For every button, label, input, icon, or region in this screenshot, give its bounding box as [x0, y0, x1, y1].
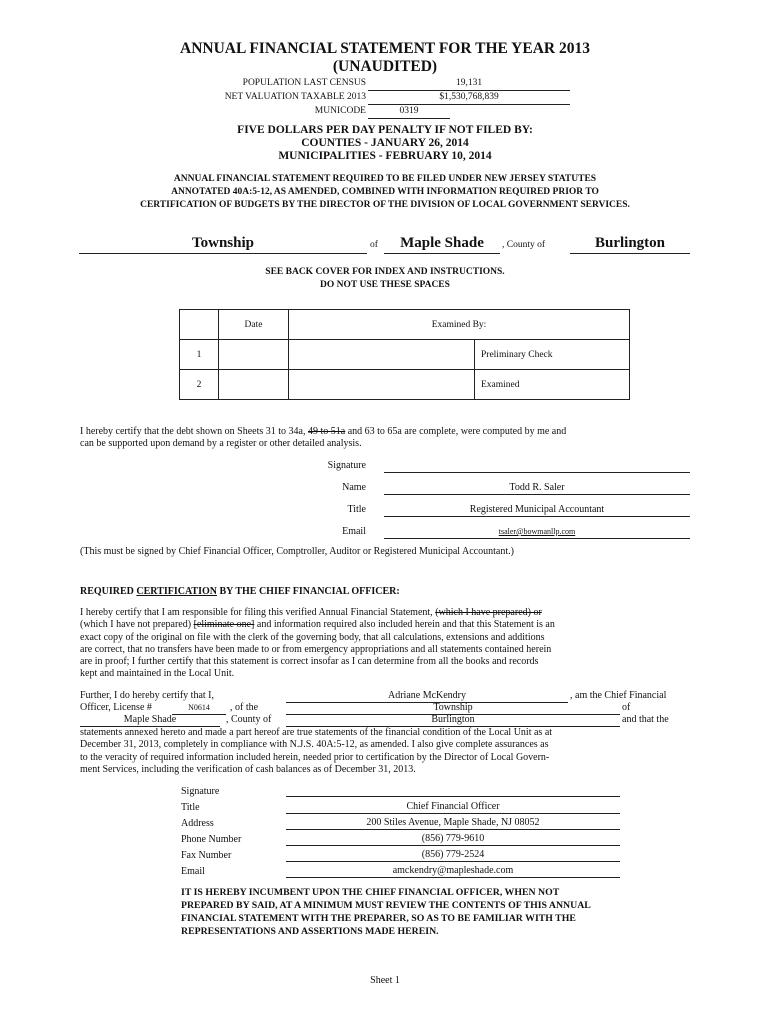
email-field[interactable]: tsaler@bowmanllp.com	[384, 527, 690, 539]
table-header-row	[180, 310, 630, 340]
signer-note: (This must be signed by Chief Financial Officer, Comptroller, Auditor or Registered Municipal Accountant.)	[80, 546, 514, 557]
am-cfo-label: , am the Chief Financial	[570, 690, 667, 701]
cfo-address-field[interactable]: 200 Stiles Avenue, Maple Shade, NJ 08052	[286, 817, 620, 830]
penalty-line-1: FIVE DOLLARS PER DAY PENALTY IF NOT FILED BY:	[237, 124, 533, 136]
of-the-label: , of the	[230, 702, 259, 713]
row-number: 2	[180, 370, 219, 400]
cfo-email-label: Email	[181, 866, 205, 877]
cfo-phone-field[interactable]: (856) 779-9610	[286, 833, 620, 846]
municode-label: MUNICODE	[314, 106, 366, 116]
cfo-signature-line[interactable]	[286, 785, 620, 797]
examiner-cell[interactable]	[289, 370, 475, 400]
back-cover-notice	[0, 266, 770, 292]
county-field[interactable]: Burlington	[286, 714, 620, 727]
signature-label: Signature	[327, 460, 366, 471]
county-label: , County of	[226, 714, 272, 725]
entity-county-label: , County of	[502, 240, 546, 250]
cfo-title-field[interactable]: Chief Financial Officer	[286, 801, 620, 814]
statute-notice	[0, 173, 770, 212]
debt-certification-text: I hereby certify that the debt shown on Sheets 31 to 34a, 49 to 51a and 63 to 65a are complete, were computed by me and can be supported upon demand by a register or other detailed analysis.	[80, 426, 567, 450]
cfo-phone-label: Phone Number	[181, 834, 242, 845]
incumbent-notice: IT IS HEREBY INCUMBENT UPON THE CHIEF FINANCIAL OFFICER, WHEN NOT PREPARED BY SAID, AT A MINIMUM MUST REVIEW THE CONTENTS OF THIS ANNUAL FINANCIAL STATEMENT WITH THE PREPARER, SO AS TO BE FAMILIAR WITH THE REPRESENTATIONS AND ASSERTIONS MADE HEREIN.	[181, 887, 591, 937]
examiner-cell[interactable]	[289, 340, 475, 370]
title-line-1: ANNUAL FINANCIAL STATEMENT FOR THE YEAR 2013	[180, 40, 590, 57]
entity-type-field[interactable]: Township	[286, 702, 620, 715]
title-field[interactable]: Registered Municipal Accountant	[384, 504, 690, 517]
name-field[interactable]: Todd R. Saler	[384, 482, 690, 495]
of-label: of	[622, 702, 631, 713]
officer-license-label: Officer, License #	[80, 702, 152, 713]
cfo-title-label: Title	[181, 802, 200, 813]
page-title	[0, 40, 770, 76]
municode-value: 0319	[368, 106, 450, 119]
sheet-number: Sheet 1	[370, 975, 400, 986]
population-label: POPULATION LAST CENSUS	[242, 78, 366, 88]
cfo-fax-label: Fax Number	[181, 850, 232, 861]
name-label: Name	[342, 482, 366, 493]
notice-line-1: SEE BACK COVER FOR INDEX AND INSTRUCTIONS.	[265, 267, 505, 277]
date-cell[interactable]	[219, 340, 289, 370]
signature-line[interactable]	[384, 461, 690, 473]
notice-line-2: DO NOT USE THESE SPACES	[320, 280, 450, 290]
title-line-2: (UNAUDITED)	[332, 58, 438, 75]
population-value: 19,131	[368, 78, 570, 91]
and-that-label: and that the	[622, 714, 669, 725]
cfo-address-label: Address	[181, 818, 214, 829]
table-row	[180, 370, 630, 400]
cfo-fax-field[interactable]: (856) 779-2524	[286, 849, 620, 862]
cfo-certification-heading: REQUIRED CERTIFICATION BY THE CHIEF FINANCIAL OFFICER:	[80, 586, 400, 597]
table-row	[180, 340, 630, 370]
license-field[interactable]: N0614	[172, 703, 226, 715]
cfo-certification-paragraph: I hereby certify that I am responsible for filing this verified Annual Financial Statement, (which I have prepared) or (which I have not prepared) [eliminate one] and information required also included herein and that this Statement is an exact copy of the original on file with the clerk of the governing body, that all calculations, extensions and additions are correct, that no transfers have been made to or from emergency appropriations and all statements contained herein are in proof; I further certify that this statement is correct insofar as I can determine from all the books and records kept and maintained in the Local Unit.	[80, 607, 555, 680]
cfo-name-field[interactable]: Adriane McKendry	[286, 690, 568, 703]
penalty-notice	[0, 124, 770, 163]
cfo-signature-label: Signature	[181, 786, 220, 797]
examination-table	[179, 309, 630, 400]
entity-county: Burlington	[570, 235, 690, 254]
entity-of-label: of	[370, 240, 378, 250]
statute-line-2: ANNOTATED 40A:5-12, AS AMENDED, COMBINED WITH INFORMATION REQUIRED PRIOR TO	[171, 187, 599, 197]
penalty-line-2: COUNTIES - JANUARY 26, 2014	[301, 137, 469, 149]
entity-municipality: Maple Shade	[384, 235, 500, 254]
valuation-value: $1,530,768,839	[368, 92, 570, 105]
email-label: Email	[342, 526, 366, 537]
cfo-email-field[interactable]: amckendry@mapleshade.com	[286, 865, 620, 878]
date-header: Date	[219, 310, 289, 340]
statute-line-3: CERTIFICATION OF BUDGETS BY THE DIRECTOR OF THE DIVISION OF LOCAL GOVERNMENT SERVICES.	[140, 200, 630, 210]
row-label: Examined	[475, 370, 630, 400]
statute-line-1: ANNUAL FINANCIAL STATEMENT REQUIRED TO BE FILED UNDER NEW JERSEY STATUTES	[173, 174, 597, 184]
valuation-label: NET VALUATION TAXABLE 2013	[224, 92, 366, 102]
row-number: 1	[180, 340, 219, 370]
title-label: Title	[347, 504, 366, 515]
date-cell[interactable]	[219, 370, 289, 400]
cfo-certification-paragraph-2: statements annexed hereto and made a part hereof are true statements of the financial condition of the Local Unit as at December 31, 2013, completely in compliance with N.J.S. 40A:5-12, as amended. I also give complete assurances as to the veracity of required information included herein, needed prior to certification by the Director of Local Govern- ment Services, including the verification of cash balances as of December 31, 2013.	[80, 727, 553, 775]
entity-type: Township	[79, 235, 367, 254]
row-label: Preliminary Check	[475, 340, 630, 370]
further-label: Further, I do hereby certify that I,	[80, 690, 214, 701]
penalty-line-3: MUNICIPALITIES - FEBRUARY 10, 2014	[278, 150, 492, 162]
examined-by-header: Examined By:	[289, 310, 630, 340]
municipality-field[interactable]: Maple Shade	[80, 714, 220, 727]
